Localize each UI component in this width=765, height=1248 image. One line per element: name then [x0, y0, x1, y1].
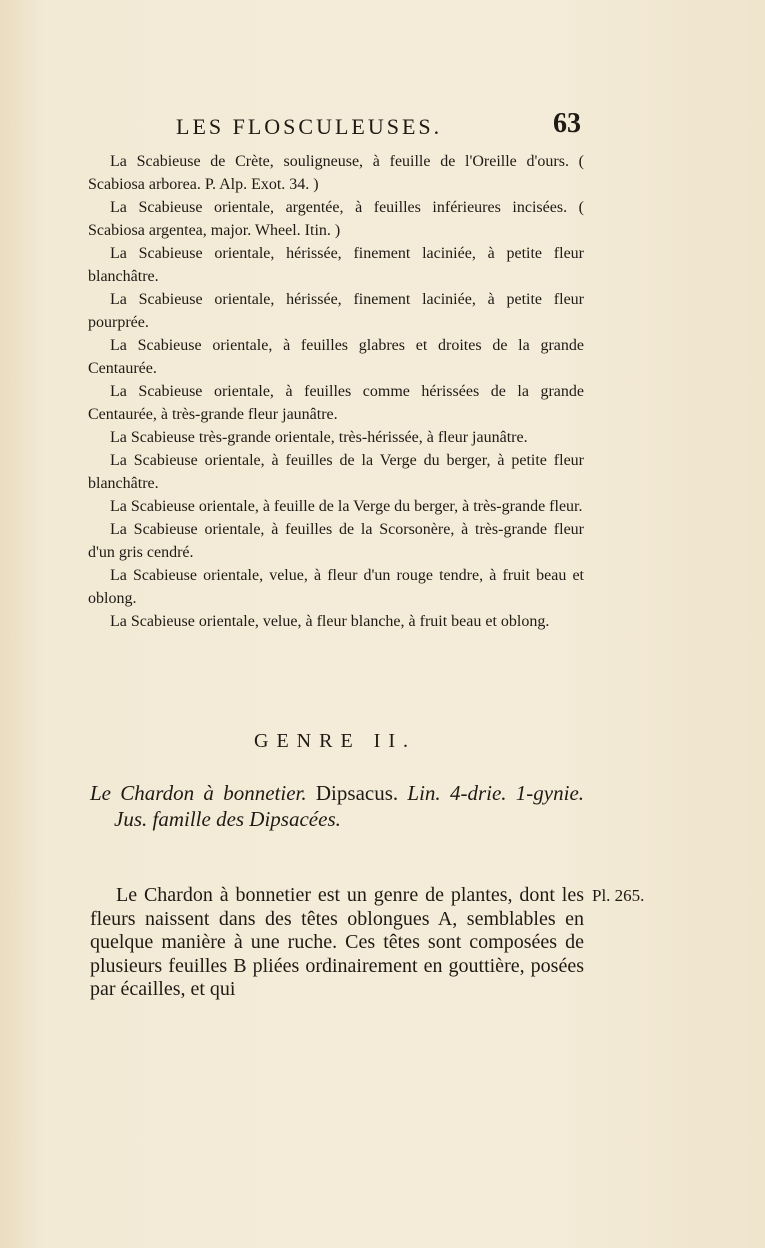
- genre-family: Jus. famille des Dipsacées.: [114, 807, 341, 831]
- genre-linnaeus-ref: Lin.: [407, 781, 441, 805]
- list-item: La Scabieuse orientale, à feuilles glabres et droites de la grande Centaurée.: [88, 337, 584, 377]
- page-header: [176, 108, 581, 142]
- list-item: La Scabieuse orientale, à feuilles de la Verge du berger, à petite fleur blanchâtre.: [88, 452, 584, 492]
- list-item: La Scabieuse orientale, argentée, à feuilles inférieures incisées. ( Scabiosa argentea, major. Wheel. Itin. ): [88, 199, 584, 239]
- list-item: La Scabieuse orientale, velue, à fleur d'un rouge tendre, à fruit beau et oblong.: [88, 567, 584, 607]
- plate-reference: Pl. 265.: [592, 886, 645, 905]
- running-title: LES FLOSCULEUSES.: [176, 114, 443, 139]
- page-number: 63: [553, 108, 581, 139]
- list-item: La Scabieuse de Crète, souligneuse, à feuille de l'Oreille d'ours. ( Scabiosa arborea. P. Alp. Exot. 34. ): [88, 153, 584, 193]
- list-item: La Scabieuse orientale, velue, à fleur blanche, à fruit beau et oblong.: [110, 613, 550, 630]
- body-paragraph: Le Chardon à bonnetier est un genre de plantes, dont les fleurs naissent dans des têtes oblongues A, semblables en quelque manière à une ruche. Ces têtes sont composées de plusieurs feuilles B pliées ordinairement en gouttière, posées par écailles, et qui: [90, 884, 584, 1001]
- list-item: La Scabieuse orientale, hérissée, finement laciniée, à petite fleur blanchâtre.: [88, 245, 584, 285]
- list-item: La Scabieuse orientale, à feuille de la Verge du berger, à très-grande fleur.: [110, 498, 583, 515]
- genre-common-name: Le Chardon à bonnetier.: [90, 781, 307, 805]
- genre-class: 4-drie. 1-gynie.: [449, 781, 585, 805]
- species-list: [88, 150, 584, 633]
- list-item: La Scabieuse très-grande orientale, très-hérissée, à fleur jaunâtre.: [110, 429, 528, 446]
- list-item: La Scabieuse orientale, à feuilles comme hérissées de la grande Centaurée, à très-grande fleur jaunâtre.: [88, 383, 584, 423]
- list-item: La Scabieuse orientale, à feuilles de la Scorsonère, à très-grande fleur d'un gris cendré.: [88, 521, 584, 561]
- list-item: La Scabieuse orientale, hérissée, finement laciniée, à petite fleur pourprée.: [88, 291, 584, 331]
- genre-title: [90, 780, 584, 832]
- genre-latin-name: Dipsacus.: [315, 781, 399, 805]
- genre-heading: GENRE II.: [254, 730, 416, 752]
